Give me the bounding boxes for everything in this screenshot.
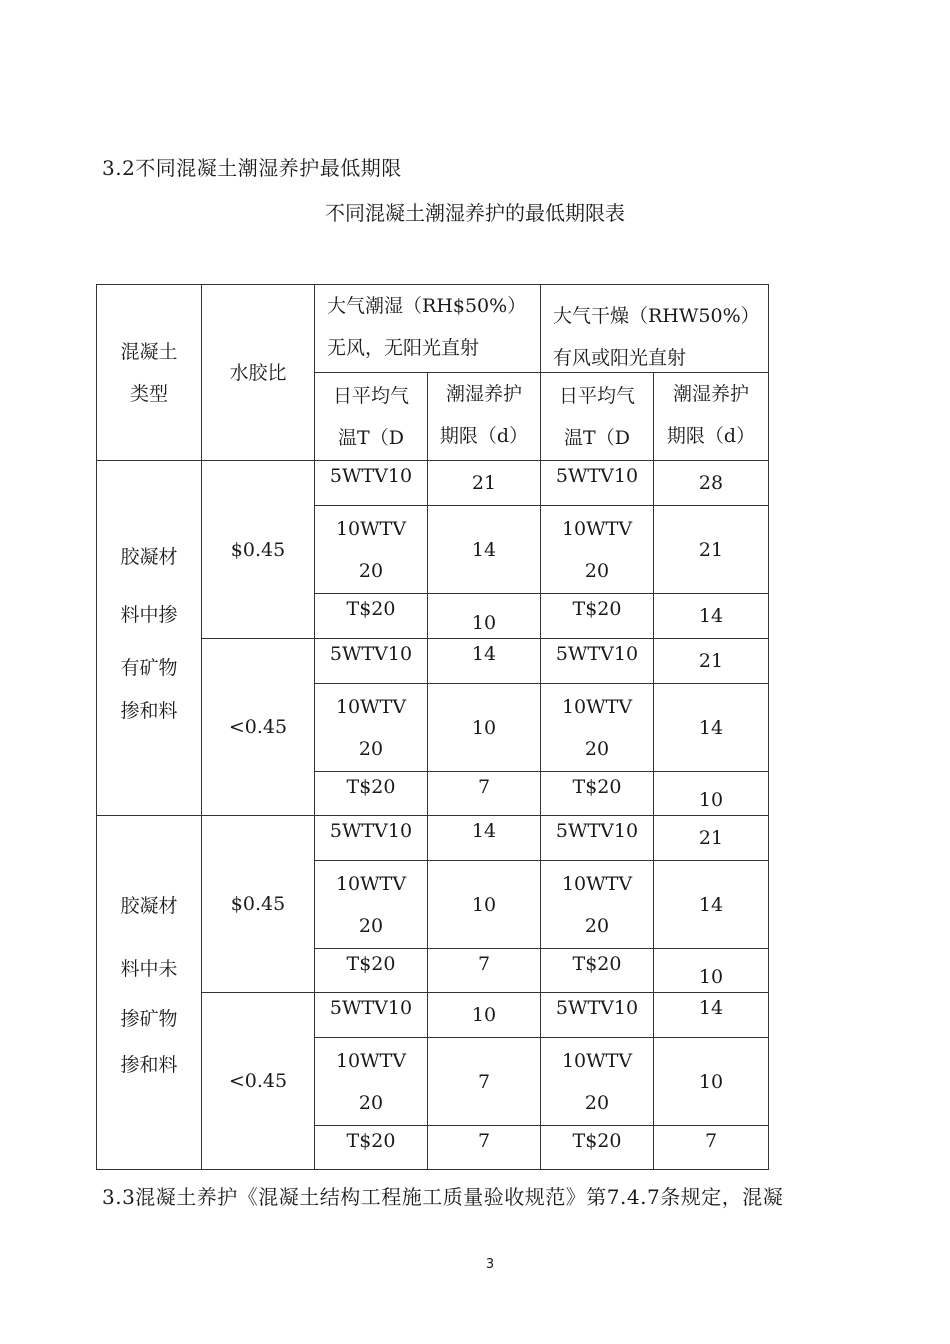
period-cell: 10: [428, 684, 541, 772]
header-wb-ratio: 水胶比: [202, 285, 315, 461]
header-concrete-type: 混凝土 类型: [97, 285, 202, 461]
temp-cell: 10WTV 20: [541, 506, 654, 594]
temp-cell: 10WTV 20: [541, 861, 654, 949]
temp-cell: T$20: [541, 594, 654, 639]
period-cell: 10: [428, 993, 541, 1038]
period-cell: 14: [654, 684, 769, 772]
period-cell: 10: [428, 861, 541, 949]
temp-cell: 10WTV 20: [315, 684, 428, 772]
period-cell: 7: [428, 949, 541, 993]
temp-cell: T$20: [541, 772, 654, 816]
period-cell: 14: [428, 506, 541, 594]
header-temp: 日平均气 温T（D: [315, 373, 428, 461]
temp-cell: 5WTV10: [541, 639, 654, 684]
period-cell: 14: [428, 639, 541, 684]
temp-cell: 5WTV10: [315, 993, 428, 1038]
period-cell: 7: [654, 1126, 769, 1170]
curing-period-table: [96, 284, 769, 1170]
period-cell: 14: [654, 861, 769, 949]
concrete-type-cell: 胶凝材 料中掺 有矿物 掺和料: [97, 461, 202, 816]
temp-cell: 10WTV 20: [315, 506, 428, 594]
wb-ratio-cell: $0.45: [202, 461, 315, 639]
temp-cell: 5WTV10: [315, 639, 428, 684]
period-cell: 10: [654, 772, 769, 816]
page-number: 3: [485, 1257, 495, 1272]
period-cell: 10: [428, 594, 541, 639]
temp-cell: T$20: [315, 1126, 428, 1170]
period-cell: 14: [428, 816, 541, 861]
period-cell: 14: [654, 993, 769, 1038]
header-period: 潮湿养护 期限（d）: [654, 373, 769, 461]
temp-cell: 5WTV10: [315, 816, 428, 861]
temp-cell: 5WTV10: [541, 816, 654, 861]
temp-cell: 5WTV10: [541, 993, 654, 1038]
period-cell: 21: [654, 639, 769, 684]
wb-ratio-cell: $0.45: [202, 816, 315, 993]
period-cell: 14: [654, 594, 769, 639]
period-cell: 21: [428, 461, 541, 506]
temp-cell: T$20: [541, 949, 654, 993]
temp-cell: T$20: [315, 594, 428, 639]
wb-ratio-cell: <0.45: [202, 993, 315, 1170]
period-cell: 7: [428, 1038, 541, 1126]
header-period: 潮湿养护 期限（d）: [428, 373, 541, 461]
section-heading: 3.2不同混凝土潮湿养护最低期限: [102, 156, 402, 180]
header-dry-condition: 大气干燥（RHW50%） 有风或阳光直射: [541, 285, 769, 373]
temp-cell: 5WTV10: [315, 461, 428, 506]
period-cell: 7: [428, 1126, 541, 1170]
period-cell: 28: [654, 461, 769, 506]
header-temp: 日平均气 温T（D: [541, 373, 654, 461]
period-cell: 10: [654, 949, 769, 993]
temp-cell: 10WTV 20: [541, 1038, 654, 1126]
body-paragraph: 3.3混凝土养护《混凝土结构工程施工质量验收规范》第7.4.7条规定，混凝: [102, 1185, 784, 1209]
period-cell: 21: [654, 816, 769, 861]
temp-cell: T$20: [315, 772, 428, 816]
temp-cell: 10WTV 20: [541, 684, 654, 772]
concrete-type-cell: 胶凝材 料中未 掺矿物 掺和料: [97, 816, 202, 1170]
temp-cell: T$20: [541, 1126, 654, 1170]
temp-cell: 5WTV10: [541, 461, 654, 506]
header-humid-condition: 大气潮湿（RH$50%） 无风，无阳光直射: [315, 285, 541, 373]
temp-cell: 10WTV 20: [315, 1038, 428, 1126]
temp-cell: 10WTV 20: [315, 861, 428, 949]
temp-cell: T$20: [315, 949, 428, 993]
period-cell: 7: [428, 772, 541, 816]
period-cell: 10: [654, 1038, 769, 1126]
table-caption: 不同混凝土潮湿养护的最低期限表: [325, 201, 625, 225]
period-cell: 21: [654, 506, 769, 594]
wb-ratio-cell: <0.45: [202, 639, 315, 816]
